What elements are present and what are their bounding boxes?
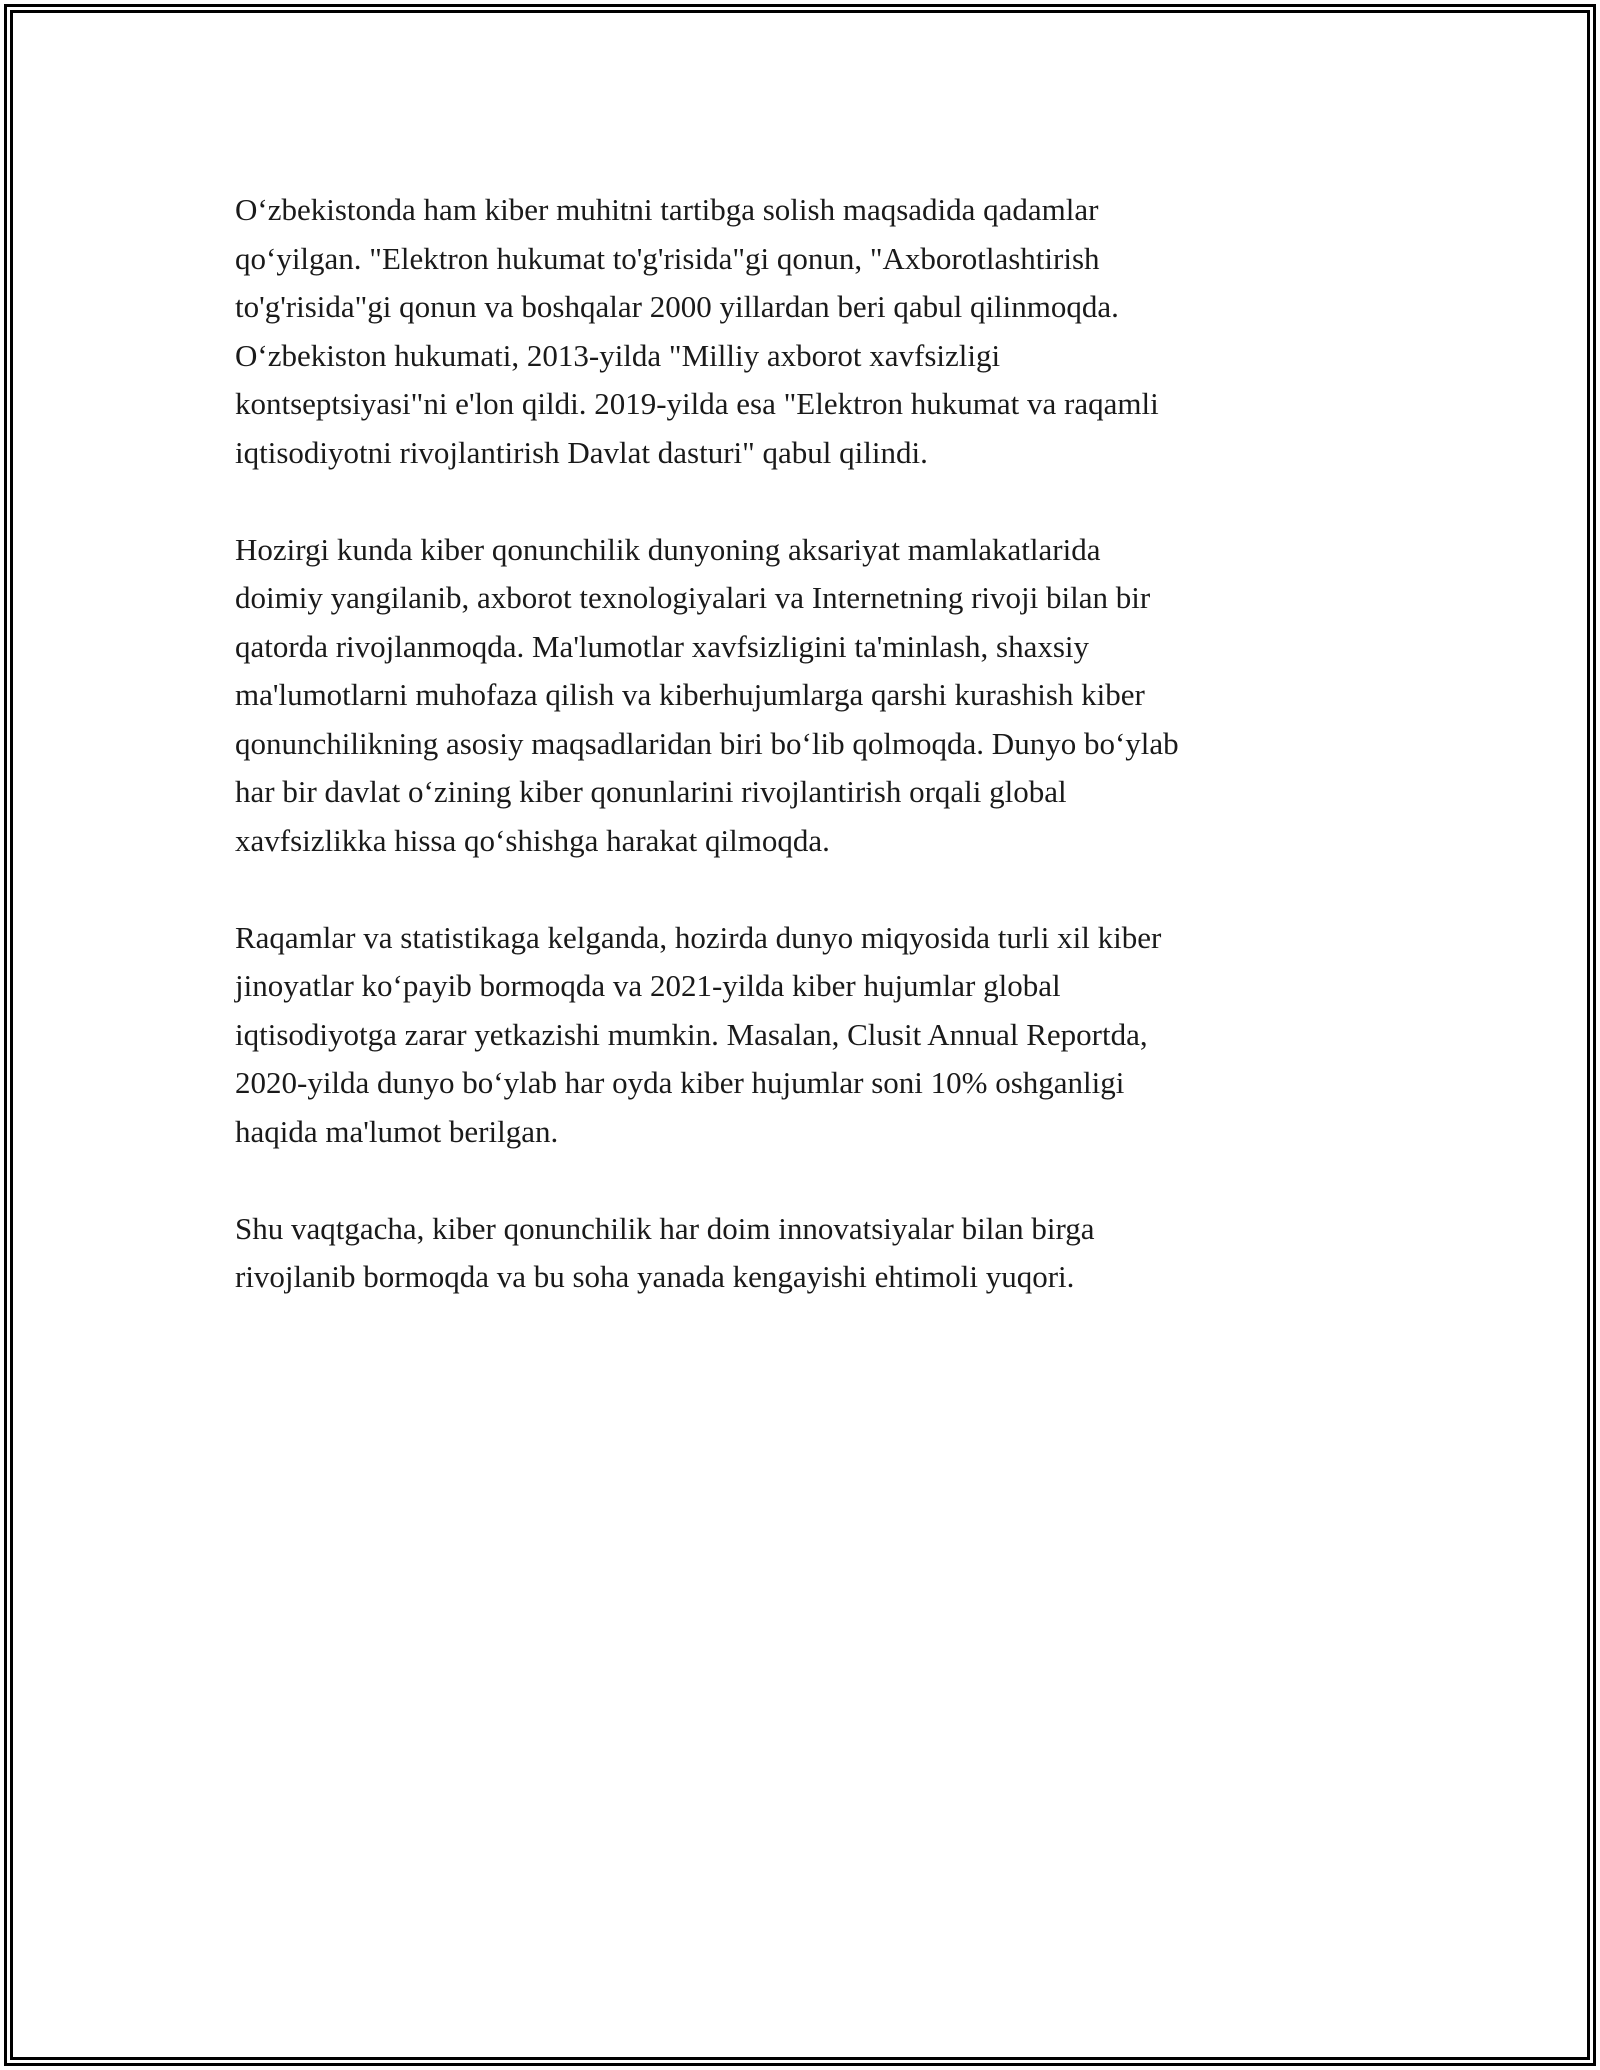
text-line: O‘zbekistonda ham kiber muhitni tartibga solish maqsadida qadamlar <box>235 192 1099 227</box>
text-line: kontseptsiyasi"ni e'lon qildi. 2019-yilda esa "Elektron hukumat va raqamli <box>235 386 1159 421</box>
text-line: 2020-yilda dunyo bo‘ylab har oyda kiber hujumlar soni 10% oshganligi <box>235 1065 1125 1100</box>
text-line: rivojlanib bormoqda va bu soha yanada kengayishi ehtimoli yuqori. <box>235 1259 1075 1294</box>
text-line: har bir davlat o‘zining kiber qonunlarini rivojlantirish orqali global <box>235 774 1067 809</box>
paragraph-1 <box>235 186 1365 477</box>
text-line: iqtisodiyotni rivojlantirish Davlat dasturi" qabul qilindi. <box>235 434 928 470</box>
text-line: xavfsizlikka hissa qo‘shishga harakat qilmoqda. <box>235 822 830 858</box>
text-line: doimiy yangilanib, axborot texnologiyalari va Internetning rivoji bilan bir <box>235 580 1151 615</box>
text-line: to'g'risida"gi qonun va boshqalar 2000 yillardan beri qabul qilinmoqda. <box>235 289 1119 324</box>
text-line: qonunchilikning asosiy maqsadlaridan biri bo‘lib qolmoqda. Dunyo bo‘ylab <box>235 725 1179 761</box>
text-line: qatorda rivojlanmoqda. Ma'lumotlar xavfsizligini ta'minlash, shaxsiy <box>235 628 1090 664</box>
text-line: haqida ma'lumot berilgan. <box>235 1113 559 1149</box>
text-line: qo‘yilgan. "Elektron hukumat to'g'risida"gi qonun, "Axborotlashtirish <box>235 240 1100 276</box>
text-line: Raqamlar va statistikaga kelganda, hozirda dunyo miqyosida turli xil kiber <box>235 919 1162 955</box>
text-line: Shu vaqtgacha, kiber qonunchilik har doim innovatsiyalar bilan birga <box>235 1210 1095 1246</box>
text-line: ma'lumotlarni muhofaza qilish va kiberhujumlarga qarshi kurashish kiber <box>235 677 1145 712</box>
paragraph-3 <box>235 914 1365 1157</box>
text-line: O‘zbekiston hukumati, 2013-yilda "Milliy axborot xavfsizligi <box>235 337 1001 373</box>
text-line: jinoyatlar ko‘payib bormoqda va 2021-yilda kiber hujumlar global <box>235 968 1061 1003</box>
text-line: Hozirgi kunda kiber qonunchilik dunyoning aksariyat mamlakatlarida <box>235 531 1101 567</box>
document-body <box>235 186 1365 1350</box>
paragraph-2 <box>235 526 1365 866</box>
paragraph-4 <box>235 1205 1365 1302</box>
text-line: iqtisodiyotga zarar yetkazishi mumkin. Masalan, Clusit Annual Reportda, <box>235 1016 1148 1052</box>
